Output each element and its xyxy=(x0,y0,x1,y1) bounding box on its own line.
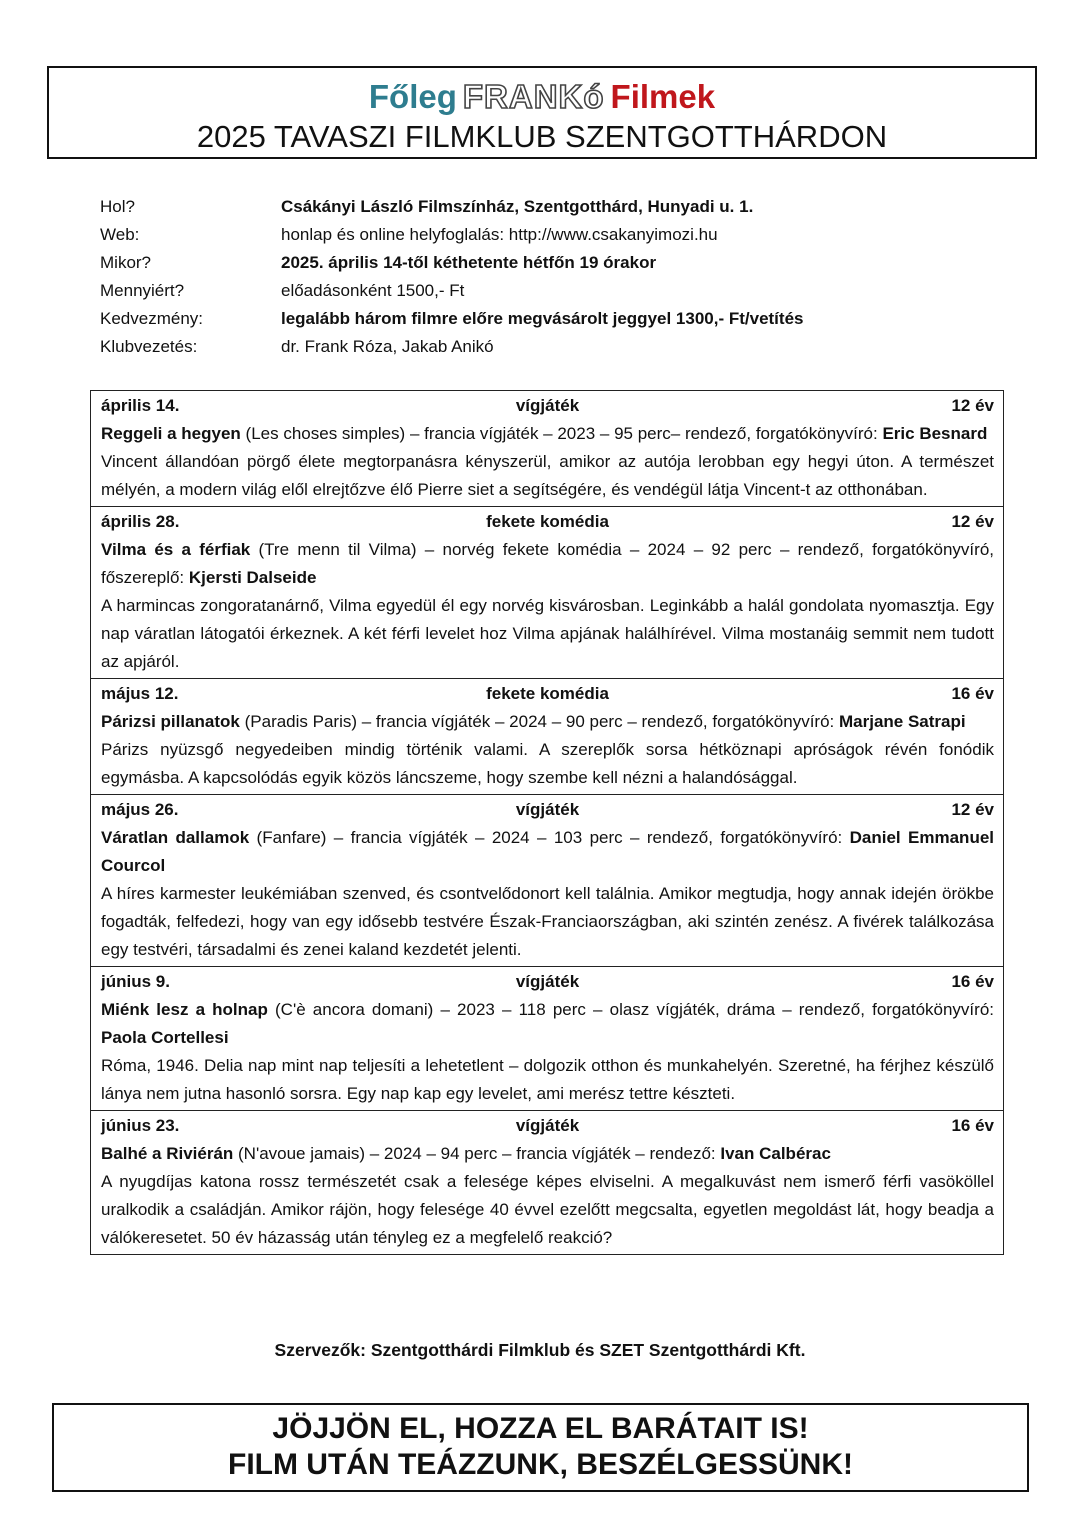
film-people: Ivan Calbérac xyxy=(720,1144,831,1163)
info-row-mikor xyxy=(100,249,1000,277)
info-value: Csákányi László Filmszínház, Szentgotthárd, Hunyadi u. 1. xyxy=(281,197,754,216)
film-header xyxy=(101,680,994,708)
film-entry xyxy=(91,966,1003,1110)
film-credits xyxy=(101,1140,994,1168)
film-date: április 14. xyxy=(101,396,180,415)
brand-word-franko: FRANKó xyxy=(462,78,605,115)
info-label: Hol? xyxy=(100,197,135,216)
film-credits xyxy=(101,996,994,1052)
brand-title xyxy=(49,78,1035,116)
film-date: május 12. xyxy=(101,684,179,703)
info-value-link[interactable]: honlap és online helyfoglalás: http://www.csakanyimozi.hu xyxy=(281,225,718,244)
footer-box xyxy=(52,1403,1029,1492)
film-details: (N'avoue jamais) – 2024 – 94 perc – francia vígjáték – rendező: xyxy=(233,1144,721,1163)
info-label: Web: xyxy=(100,225,140,244)
info-block xyxy=(100,193,1000,361)
info-value: előadásonként 1500,- Ft xyxy=(281,281,465,300)
info-row-kedvezmeny xyxy=(100,305,1000,333)
film-header xyxy=(101,968,994,996)
film-title: Vilma és a férfiak xyxy=(101,540,251,559)
film-age-rating: 12 év xyxy=(951,800,994,819)
film-title: Reggeli a hegyen xyxy=(101,424,241,443)
film-header xyxy=(101,1112,994,1140)
brand-word-foleg: Főleg xyxy=(368,78,457,115)
film-people: Marjane Satrapi xyxy=(839,712,966,731)
film-details: (Tre menn til Vilma) – norvég fekete komédia – 2024 – 92 perc – rendező, forgatókönyvíró, főszereplő: xyxy=(101,540,994,587)
info-value: dr. Frank Róza, Jakab Anikó xyxy=(281,337,494,356)
info-label: Mikor? xyxy=(100,253,152,272)
film-title: Balhé a Riviérán xyxy=(101,1144,234,1163)
info-value: legalább három filmre előre megvásárolt jeggyel 1300,- Ft/vetítés xyxy=(281,309,804,328)
film-date: június 23. xyxy=(101,1116,180,1135)
film-details: (Les choses simples) – francia vígjáték – 2023 – 95 perc– rendező, forgatókönyvíró: xyxy=(240,424,883,443)
film-header xyxy=(101,508,994,536)
film-credits xyxy=(101,708,994,736)
film-entry xyxy=(91,1110,1003,1254)
film-people: Daniel Emmanuel Courcol xyxy=(101,828,994,875)
film-credits xyxy=(101,536,994,592)
program-table xyxy=(90,390,1004,1255)
film-genre: vígjáték xyxy=(515,396,580,415)
film-age-rating: 16 év xyxy=(951,684,994,703)
film-entry xyxy=(91,678,1003,794)
film-header xyxy=(101,392,994,420)
film-genre: vígjáték xyxy=(515,1116,580,1135)
film-age-rating: 16 év xyxy=(951,972,994,991)
film-description: A nyugdíjas katona rossz természetét csak a felesége képes elviselni. A megalkuvást nem ismerő férfi vasököllel uralkodik a családján. Amikor rájön, hogy felesége 40 évvel ezelőtt megcsalta, egyetlen megoldást lát, hogy beadja a válókeresetet. 50 év házasság után tényleg ez a megfelelő reakció? xyxy=(101,1172,994,1247)
info-value: 2025. április 14-től kéthetente hétfőn 19 órakor xyxy=(281,253,657,272)
film-header xyxy=(101,796,994,824)
info-row-klubvezetes xyxy=(100,333,1000,361)
info-label: Mennyiért? xyxy=(100,281,185,300)
info-row-hol xyxy=(100,193,1000,221)
film-title: Váratlan dallamok xyxy=(101,828,250,847)
film-entry xyxy=(91,391,1003,506)
film-genre: fekete komédia xyxy=(486,684,609,703)
film-age-rating: 12 év xyxy=(951,512,994,531)
page-subtitle: 2025 TAVASZI FILMKLUB SZENTGOTTHÁRDON xyxy=(196,119,888,154)
film-credits xyxy=(101,420,994,448)
film-title: Miénk lesz a holnap xyxy=(101,1000,268,1019)
film-people: Paola Cortellesi xyxy=(101,1028,229,1047)
film-people: Eric Besnard xyxy=(882,424,988,443)
film-genre: vígjáték xyxy=(515,972,580,991)
film-credits xyxy=(101,824,994,880)
film-age-rating: 16 év xyxy=(951,1116,994,1135)
footer-slogan-1: JÖJJÖN EL, HOZZA EL BARÁTAIT IS! xyxy=(272,1412,809,1445)
film-details: (Fanfare) – francia vígjáték – 2024 – 103 perc – rendező, forgatókönyvíró: xyxy=(249,828,850,847)
film-entry xyxy=(91,506,1003,678)
brand-word-filmek: Filmek xyxy=(610,78,716,115)
organizers-line: Szervezők: Szentgotthárdi Filmklub és SZET Szentgotthárdi Kft. xyxy=(274,1340,806,1360)
film-description: Róma, 1946. Delia nap mint nap teljesíti a lehetetlent – dolgozik otthon és munkahelyén. Szeretné, ha férjhez készülő lánya nem jutna hasonló sorsra. Egy nap kap egy levelet, ami merész tettre készteti. xyxy=(101,1056,994,1103)
film-description: Vincent állandóan pörgő élete megtorpanásra kényszerül, amikor az autója lerobban egy hegyi úton. A természet mélyén, a modern világ elől elrejtőzve élő Pierre siet a segítségére, és vendégül látja Vincent-t az otthonában. xyxy=(101,452,994,499)
header-box xyxy=(47,66,1037,159)
footer-slogan-2: FILM UTÁN TEÁZZUNK, BESZÉLGESSÜNK! xyxy=(228,1448,853,1481)
film-description: A harmincas zongoratanárnő, Vilma egyedül él egy norvég kisvárosban. Leginkább a halál gondolata nyomasztja. Egy nap váratlan látogatói érkeznek. A két férfi levelet hoz Vilma apjának halálhírével. Vilma mostanáig semmit nem tudott az apjáról. xyxy=(101,596,994,671)
film-genre: vígjáték xyxy=(515,800,580,819)
film-date: április 28. xyxy=(101,512,180,531)
film-title: Párizsi pillanatok xyxy=(101,712,240,731)
info-label: Klubvezetés: xyxy=(100,337,198,356)
info-row-mennyiert xyxy=(100,277,1000,305)
film-date: június 9. xyxy=(101,972,170,991)
film-description: Párizs nyüzsgő negyedeiben mindig történik valami. A szereplők sorsa hétköznapi apróságok révén fonódik egymásba. A kapcsolódás egyik közös láncszeme, hogy szembe kell nézni a halandósággal. xyxy=(101,740,994,787)
film-date: május 26. xyxy=(101,800,179,819)
film-details: (Paradis Paris) – francia vígjáték – 2024 – 90 perc – rendező, forgatókönyvíró: xyxy=(239,712,839,731)
info-row-web xyxy=(100,221,1000,249)
film-age-rating: 12 év xyxy=(951,396,994,415)
film-people: Kjersti Dalseide xyxy=(188,568,317,587)
film-entry xyxy=(91,794,1003,966)
film-genre: fekete komédia xyxy=(486,512,609,531)
film-description: A híres karmester leukémiában szenved, és csontvelődonort kell találnia. Amikor megtudja, hogy annak idején örökbe fogadták, felfedezi, hogy van egy idősebb testvére Észak-Franciaországban, aki szintén zenész. A fivérek találkozása egy testvéri, társadalmi és zenei kaland kezdetét jelenti. xyxy=(101,884,994,959)
info-label: Kedvezmény: xyxy=(100,309,203,328)
film-details: (C'è ancora domani) – 2023 – 118 perc – olasz vígjáték, dráma – rendező, forgatókönyvíró: xyxy=(267,1000,994,1019)
